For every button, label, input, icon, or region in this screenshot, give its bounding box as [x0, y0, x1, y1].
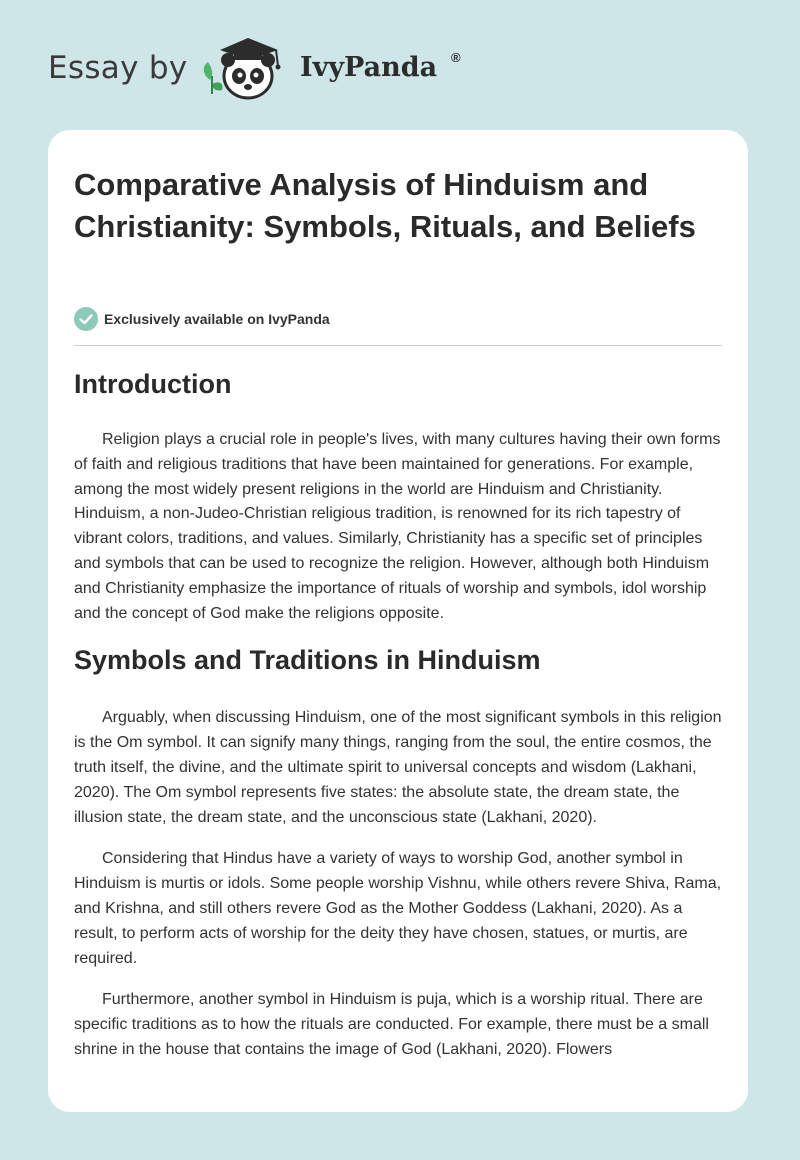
registered-mark: ® [451, 50, 461, 65]
divider [74, 345, 722, 346]
exclusive-badge-text: Exclusively available on IvyPanda [104, 311, 330, 327]
exclusive-badge [74, 306, 330, 332]
panda-graduate-logo-icon [198, 36, 290, 102]
paragraph: Furthermore, another symbol in Hinduism is puja, which is a worship ritual. There are specific traditions as to how the rituals are conducted. For example, there must be a small shrine in the house that contains the image of God (Lakhani, 2020). Flowers [74, 991, 709, 1058]
article-title: Comparative Analysis of Hinduism and Christianity: Symbols, Rituals, and Beliefs [74, 167, 696, 244]
article-card [48, 130, 748, 1112]
brand-name: IvyPanda [300, 52, 438, 83]
check-circle-icon [74, 307, 98, 331]
brand-header[interactable] [48, 36, 468, 106]
section-heading-introduction: Introduction [74, 369, 232, 399]
paragraph: Religion plays a crucial role in people's lives, with many cultures having their own forms of faith and religious traditions that have been maintained for generations. For example, among the most widely present religions in the world are Hinduism and Christianity. Hinduism, a non-Judeo-Christian religious tradition, is renowned for its rich tapestry of vibrant colors, traditions, and values. Similarly, Christianity has a specific set of principles and symbols that can be used to recognize the religion. However, although both Hinduism and Christianity emphasize the importance of rituals of worship and symbols, idol worship and the concept of God make the religions opposite. [74, 431, 721, 622]
article-body [74, 362, 722, 1063]
paragraph: Considering that Hindus have a variety of ways to worship God, another symbol in Hinduism is murtis or idols. Some people worship Vishnu, while others revere Shiva, Rama, and Krishna, and still others revere God as the Mother Goddess (Lakhani, 2020). As a result, to perform acts of worship for the deity they have chosen, statues, or murtis, are required. [74, 850, 722, 967]
paragraph: Arguably, when discussing Hinduism, one of the most significant symbols in this religion is the Om symbol. It can signify many things, ranging from the soul, the entire cosmos, the truth itself, the divine, and the ultimate spirit to universal concepts and wisdom (Lakhani, 2020). The Om symbol represents five states: the absolute state, the dream state, the illusion state, the dream state, and the unconscious state (Lakhani, 2020). [74, 709, 722, 826]
brand-prefix: Essay by [48, 50, 188, 86]
section-heading-symbols-hinduism: Symbols and Traditions in Hinduism [74, 645, 541, 676]
